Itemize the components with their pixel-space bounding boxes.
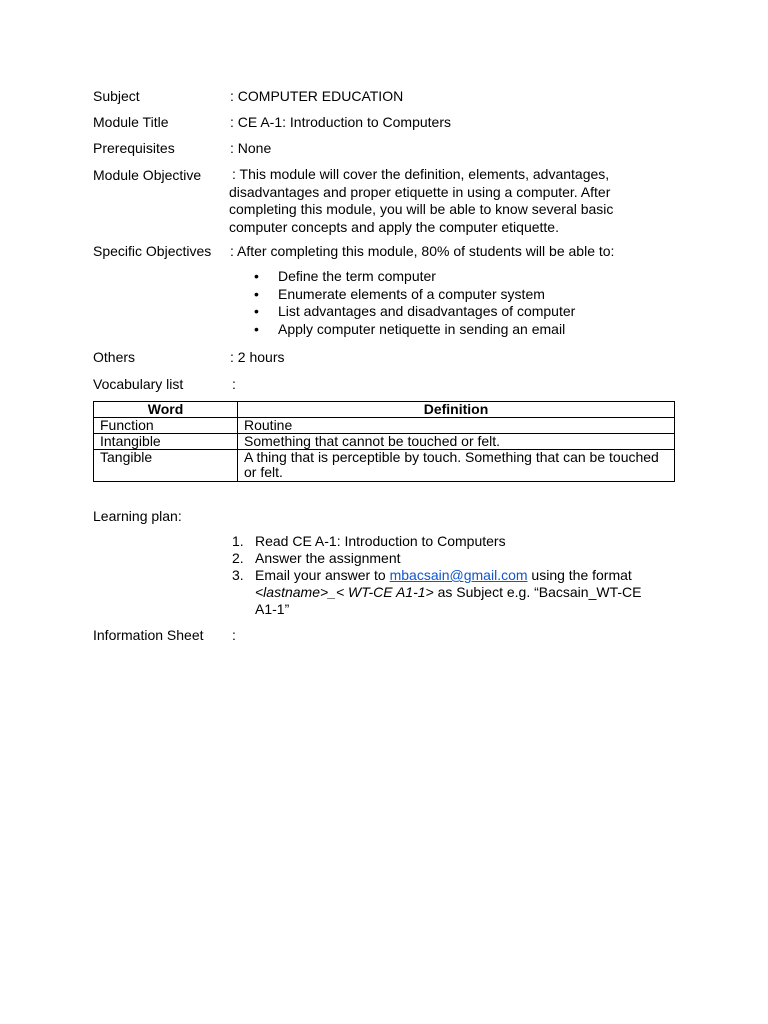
learning-plan-list — [232, 533, 662, 618]
bullet-icon: • — [254, 320, 259, 337]
prerequisites-label: Prerequisites — [93, 140, 175, 156]
definition-cell: Routine — [238, 418, 675, 434]
email-link[interactable]: mbacsain@gmail.com — [389, 567, 528, 583]
table-header-row — [94, 402, 675, 418]
information-sheet-label: Information Sheet — [93, 627, 204, 643]
list-item — [232, 567, 662, 618]
step-text: as Subject e.g. “Bacsain_WT-CE A1-1” — [255, 584, 642, 617]
list-item-text: Enumerate elements of a computer system — [278, 285, 545, 302]
bullet-icon: • — [254, 285, 259, 302]
word-cell: Function — [94, 418, 238, 434]
specific-objectives-list — [254, 268, 575, 338]
step-text: Read CE A-1: Introduction to Computers — [255, 533, 506, 549]
definition-cell: A thing that is perceptible by touch. Something that can be touched or felt. — [238, 450, 675, 482]
vocabulary-value: : — [232, 376, 236, 392]
learning-plan-label: Learning plan: — [93, 508, 182, 524]
step-number: 1. — [232, 533, 244, 549]
list-item-text: List advantages and disadvantages of computer — [278, 303, 576, 319]
definition-cell: Something that cannot be touched or felt. — [238, 434, 675, 450]
module-objective-text — [229, 166, 689, 236]
list-item — [254, 303, 575, 321]
table-row — [94, 434, 675, 450]
others-label: Others — [93, 349, 136, 365]
step-text: using the format — [527, 567, 632, 583]
module-objective-label: Module Objective — [93, 167, 202, 183]
specific-objectives-label: Specific Objectives — [93, 243, 212, 259]
vocabulary-label: Vocabulary list — [93, 376, 184, 392]
module-objective-line: completing this module, you will be able to know several basic — [229, 201, 614, 217]
table-row — [94, 418, 675, 434]
module-objective-line: computer concepts and apply the computer etiquette. — [229, 218, 559, 235]
format-text: <lastname>_< WT-CE A1-1> — [255, 584, 434, 600]
table-row — [94, 450, 675, 482]
module-objective-line: disadvantages and proper etiquette in using a computer. After — [229, 183, 611, 200]
prerequisites-value: : None — [230, 140, 272, 156]
step-number: 2. — [232, 550, 244, 566]
column-header-word: Word — [94, 402, 238, 418]
step-text: Answer the assignment — [255, 550, 401, 566]
list-item — [232, 550, 662, 567]
word-cell: Intangible — [94, 434, 238, 450]
list-item-text: Apply computer netiquette in sending an email — [278, 320, 566, 337]
subject-label: Subject — [93, 88, 140, 104]
bullet-icon: • — [254, 303, 259, 319]
subject-value: : COMPUTER EDUCATION — [230, 88, 404, 104]
word-cell: Tangible — [94, 450, 238, 482]
list-item — [232, 533, 662, 550]
list-item — [254, 321, 575, 339]
module-title-value: : CE A-1: Introduction to Computers — [230, 114, 451, 130]
list-item — [254, 268, 575, 286]
module-title-label: Module Title — [93, 114, 169, 130]
others-value: : 2 hours — [230, 349, 285, 365]
bullet-icon: • — [254, 268, 259, 284]
step-number: 3. — [232, 567, 244, 583]
specific-objectives-value: : After completing this module, 80% of students will be able to: — [230, 243, 615, 259]
column-header-definition: Definition — [238, 402, 675, 418]
list-item-text: Define the term computer — [278, 268, 436, 284]
vocabulary-table — [93, 401, 675, 482]
information-sheet-value: : — [232, 627, 236, 643]
module-objective-line: : This module will cover the definition, elements, advantages, — [232, 166, 610, 182]
step-text: Email your answer to — [255, 567, 390, 583]
list-item — [254, 286, 575, 304]
